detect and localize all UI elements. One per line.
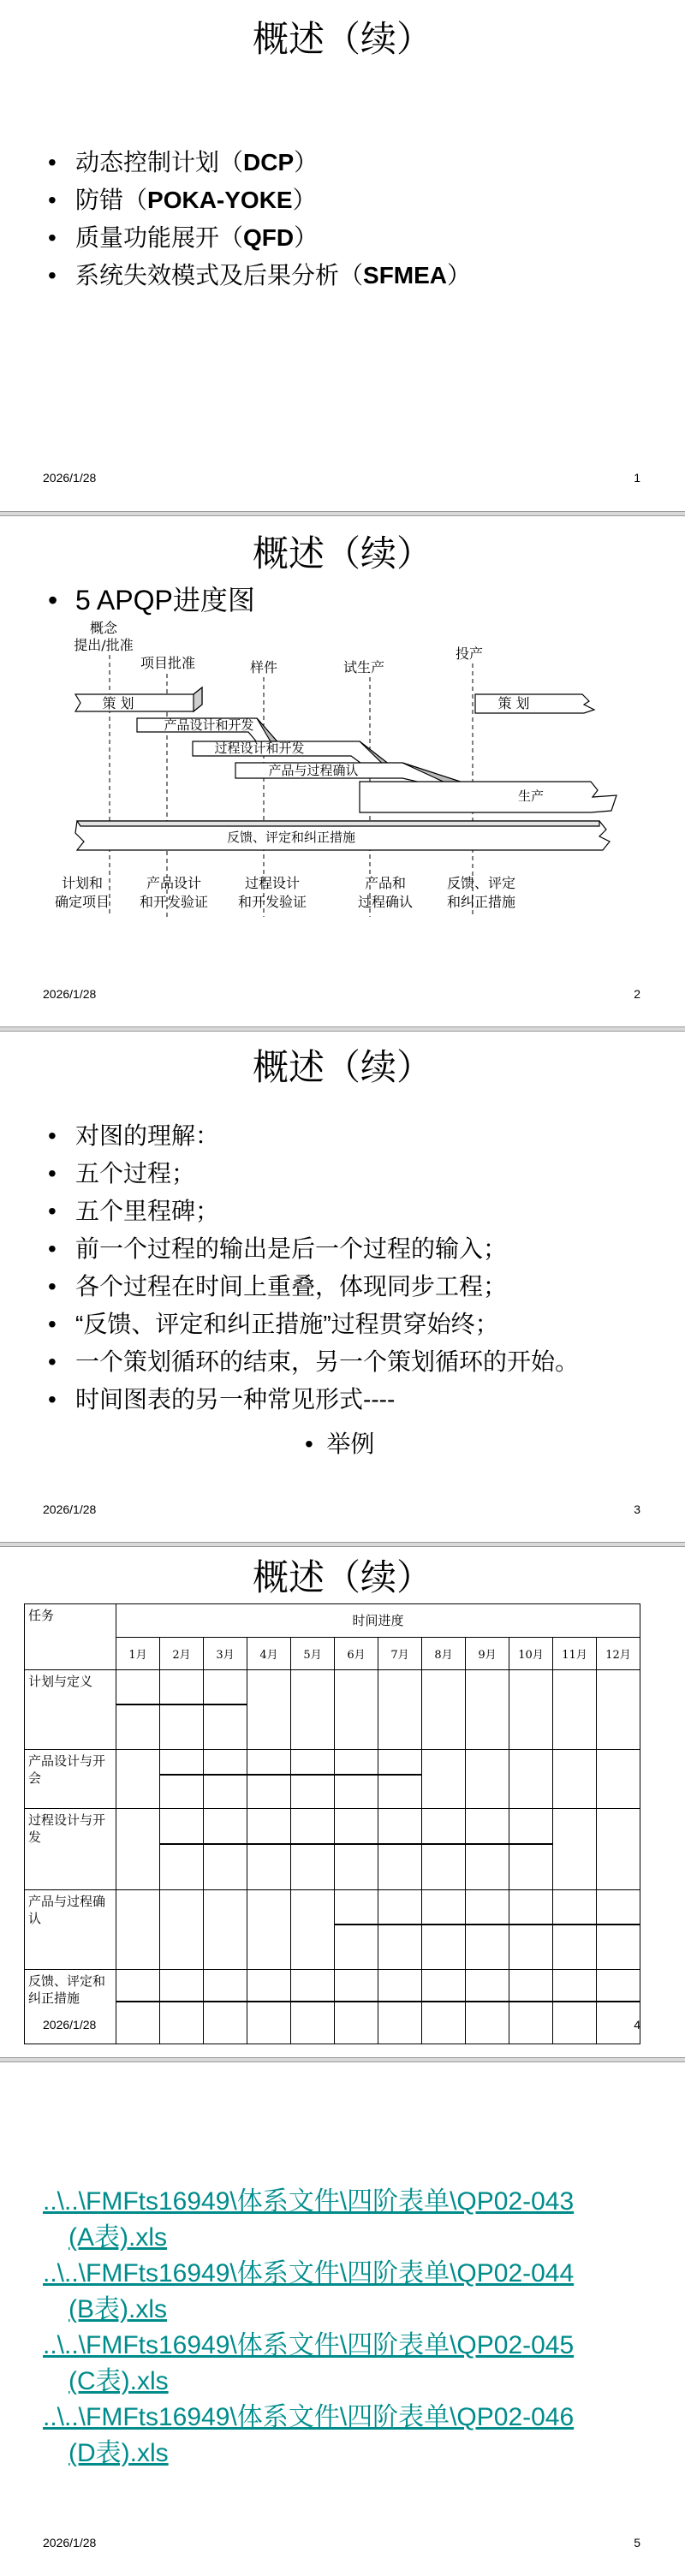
schedule-cell: [204, 1970, 247, 2044]
bullet-dot-icon: •: [48, 1348, 57, 1375]
schedule-bar: [466, 2001, 509, 2002]
bullet-item: • 各个过程在时间上重叠，体现同步工程；: [45, 1268, 579, 1306]
milestone-label: 概念: [89, 620, 118, 636]
slide-4: [0, 1546, 685, 2058]
schedule-bar: [553, 2001, 596, 2002]
month-header: 8月: [422, 1637, 466, 1670]
month-header: 12月: [597, 1637, 640, 1670]
schedule-cell: [466, 1809, 509, 1890]
milestone-label: 提出/批准: [74, 637, 134, 653]
schedule-bar: [553, 1924, 596, 1925]
schedule-bar: [422, 1924, 465, 1925]
apqp-diagram: [0, 617, 685, 977]
schedule-cell: [335, 1890, 378, 1970]
bullet-dot-icon: •: [48, 1311, 57, 1337]
bullet-item: • “反馈、评定和纠正措施”过程贯穿始终；: [45, 1306, 579, 1343]
schedule-cell: [291, 1809, 335, 1890]
slide-3: [0, 1031, 685, 1543]
schedule-bar: [422, 1843, 465, 1845]
phase-label: 和纠正措施: [446, 894, 516, 910]
schedule-bar: [160, 1843, 203, 1845]
month-header: 10月: [509, 1637, 553, 1670]
schedule-cell: [597, 1809, 640, 1890]
month-header: 5月: [291, 1637, 335, 1670]
schedule-bar: [160, 1774, 203, 1776]
schedule-cell: [116, 1750, 160, 1809]
footer-date: 2026/1/28: [43, 471, 97, 485]
schedule-cell: [335, 1670, 378, 1750]
month-header: 11月: [553, 1637, 597, 1670]
schedule-bar: [204, 1774, 247, 1776]
bullet-item: • 五个里程碑；: [45, 1193, 579, 1230]
schedule-cell: [378, 1750, 422, 1809]
schedule-bar: [378, 1843, 421, 1845]
slide-2: [0, 515, 685, 1027]
schedule-cell: [597, 1670, 640, 1750]
schedule-bar: [378, 1924, 421, 1925]
band-production: [360, 782, 616, 812]
bullet-item: • 对图的理解：: [45, 1117, 579, 1155]
schedule-cell: [335, 1809, 378, 1890]
slide-title: 概述（续）: [252, 1046, 432, 1088]
bullet-dot-icon: •: [48, 224, 57, 251]
schedule-cell: [553, 1890, 597, 1970]
month-header: 3月: [204, 1637, 247, 1670]
bullet-item: • 5 APQP进度图: [45, 581, 255, 619]
phase-label: 和开发验证: [139, 894, 209, 910]
schedule-cell: [466, 1670, 509, 1750]
schedule-bar: [247, 1843, 290, 1845]
schedule-cell: [553, 1970, 597, 2044]
schedule-cell: [553, 1809, 597, 1890]
file-link-list: [43, 2184, 676, 2472]
schedule-cell: [247, 1670, 291, 1750]
schedule-cell: [597, 1970, 640, 2044]
schedule-cell: [378, 1970, 422, 2044]
phase-label: 确定项目: [54, 894, 110, 910]
milestone-label: 投产: [455, 645, 484, 662]
schedule-cell: [422, 1970, 466, 2044]
band-label: 过程设计和开发: [214, 741, 305, 756]
bullet-dot-icon: •: [48, 585, 58, 616]
bullet-dot-icon: •: [48, 1160, 57, 1187]
task-name: 产品设计与开会: [25, 1750, 116, 1809]
schedule-bar: [509, 2001, 552, 2002]
task-row: [25, 1970, 640, 2044]
slide-title: 概述（续）: [252, 18, 432, 60]
phase-label: 反馈、评定: [446, 875, 516, 891]
bullet-item: • 防错（POKA-YOKE）: [45, 181, 471, 219]
sub-bullet: • 举例: [305, 1431, 375, 1457]
phase-label: 计划和: [61, 875, 104, 891]
task-header: 任务: [25, 1604, 116, 1670]
task-row: [25, 1670, 640, 1750]
bullet-dot-icon: •: [48, 149, 57, 176]
schedule-cell: [597, 1890, 640, 1970]
phase-label: 过程设计: [244, 875, 301, 891]
bullet-dot-icon: •: [48, 187, 57, 213]
phase-label: 过程确认: [357, 894, 414, 910]
bullet-dot-icon: •: [48, 1386, 57, 1413]
schedule-cell: [422, 1670, 466, 1750]
schedule-cell: [291, 1890, 335, 1970]
bullet-item: • 质量功能展开（QFD）: [45, 219, 471, 257]
slide-1: [0, 0, 685, 512]
phase-label: 和开发验证: [237, 894, 307, 910]
schedule-cell: [247, 1970, 291, 2044]
month-header: 7月: [378, 1637, 422, 1670]
schedule-cell: [422, 1890, 466, 1970]
schedule-cell: [204, 1750, 247, 1809]
schedule-cell: [335, 1750, 378, 1809]
schedule-cell: [553, 1670, 597, 1750]
schedule-bar: [160, 1704, 203, 1705]
bullet-item: • 五个过程；: [45, 1155, 579, 1193]
schedule-cell: [378, 1809, 422, 1890]
schedule-cell: [509, 1670, 553, 1750]
task-name: 产品与过程确认: [25, 1890, 116, 1970]
schedule-bar: [422, 2001, 465, 2002]
month-header: 2月: [160, 1637, 204, 1670]
schedule-cell: [160, 1750, 204, 1809]
schedule-bar: [291, 1774, 334, 1776]
band-label: 策 划: [497, 695, 530, 711]
milestone-label: 试生产: [342, 659, 385, 675]
footer-date: 2026/1/28: [43, 987, 97, 1001]
schedule-bar: [597, 2001, 640, 2002]
schedule-bar: [509, 1843, 552, 1845]
file-link[interactable]: ..\..\FMFts16949\体系文件\四阶表单\QP02-045 (C表).xls: [43, 2331, 575, 2395]
schedule-cell: [466, 1750, 509, 1809]
schedule-cell: [553, 1750, 597, 1809]
footer-date: 2026/1/28: [43, 2018, 97, 2032]
bullet-list: [45, 581, 255, 619]
schedule-bar: [335, 2001, 378, 2002]
schedule-bar: [116, 2001, 159, 2002]
slide-title: 概述（续）: [252, 532, 432, 574]
schedule-cell: [378, 1890, 422, 1970]
schedule-cell: [247, 1890, 291, 1970]
page-number: 3: [634, 1502, 640, 1516]
schedule-cell: [160, 1890, 204, 1970]
schedule-cell: [116, 1809, 160, 1890]
schedule-cell: [509, 1970, 553, 2044]
schedule-cell: [335, 1970, 378, 2044]
month-header: 4月: [247, 1637, 291, 1670]
page-number: 1: [634, 471, 640, 485]
schedule-cell: [509, 1890, 553, 1970]
schedule-cell: [160, 1970, 204, 2044]
band-planning-left: [75, 687, 202, 711]
schedule-cell: [597, 1750, 640, 1809]
slide-5: [0, 2061, 685, 2576]
schedule-cell: [204, 1890, 247, 1970]
task-name: 反馈、评定和纠正措施: [25, 1970, 116, 2044]
schedule-table: [24, 1603, 640, 2044]
band-label: 反馈、评定和纠正措施: [226, 830, 356, 845]
band-label: 产品设计和开发: [164, 717, 254, 733]
month-header: 9月: [466, 1637, 509, 1670]
schedule-bar: [160, 2001, 203, 2002]
schedule-cell: [422, 1750, 466, 1809]
schedule-bar: [291, 1843, 334, 1845]
schedule-cell: [160, 1809, 204, 1890]
phase-label: 产品设计: [146, 875, 202, 891]
schedule-cell: [291, 1670, 335, 1750]
month-header: 6月: [335, 1637, 378, 1670]
schedule-bar: [378, 1774, 421, 1776]
schedule-cell: [116, 1970, 160, 2044]
file-link[interactable]: ..\..\FMFts16949\体系文件\四阶表单\QP02-043 (A表).xls: [43, 2187, 575, 2252]
band-label: 策 划: [102, 695, 134, 711]
schedule-bar: [335, 1843, 378, 1845]
schedule-bar: [335, 1924, 378, 1925]
band-label: 生产: [517, 788, 545, 804]
schedule-bar: [204, 2001, 247, 2002]
bullet-dot-icon: •: [48, 1198, 57, 1224]
schedule-cell: [422, 1809, 466, 1890]
schedule-bar: [466, 1924, 509, 1925]
schedule-bar: [378, 2001, 421, 2002]
schedule-bar: [335, 1774, 378, 1776]
schedule-cell: [378, 1670, 422, 1750]
footer-date: 2026/1/28: [43, 2536, 97, 2549]
schedule-cell: [291, 1750, 335, 1809]
milestone-label: 样件: [249, 659, 278, 675]
page-number: 4: [634, 2018, 640, 2032]
schedule-bar: [466, 1843, 509, 1845]
band-label: 产品与过程确认: [268, 763, 359, 778]
bullet-list: [45, 1117, 579, 1419]
bullet-item: • 动态控制计划（DCP）: [45, 144, 471, 181]
bullet-item: • 一个策划循环的结束，另一个策划循环的开始。: [45, 1343, 579, 1381]
task-name: 计划与定义: [25, 1670, 116, 1750]
bullet-item: • 系统失效模式及后果分析（SFMEA）: [45, 257, 471, 294]
time-header: 时间进度: [116, 1604, 640, 1638]
schedule-cell: [247, 1809, 291, 1890]
file-link[interactable]: ..\..\FMFts16949\体系文件\四阶表单\QP02-044 (B表).xls: [43, 2259, 575, 2323]
task-row: [25, 1750, 640, 1809]
page-number: 5: [634, 2536, 640, 2549]
bullet-dot-icon: •: [48, 1235, 57, 1262]
bullet-dot-icon: •: [48, 1273, 57, 1300]
schedule-bar: [597, 1924, 640, 1925]
task-row: [25, 1809, 640, 1890]
schedule-bar: [247, 1774, 290, 1776]
task-row: [25, 1890, 640, 1970]
schedule-cell: [509, 1750, 553, 1809]
schedule-cell: [204, 1670, 247, 1750]
month-header: 1月: [116, 1637, 160, 1670]
schedule-bar: [204, 1843, 247, 1845]
bullet-item: • 前一个过程的输出是后一个过程的输入；: [45, 1230, 579, 1268]
bullet-list: [45, 144, 471, 294]
schedule-cell: [291, 1970, 335, 2044]
schedule-cell: [116, 1670, 160, 1750]
footer-date: 2026/1/28: [43, 1502, 97, 1516]
schedule-cell: [204, 1809, 247, 1890]
phase-label: 产品和: [364, 875, 407, 891]
schedule-cell: [509, 1809, 553, 1890]
milestone-label: 项目批准: [140, 655, 196, 671]
bullet-dot-icon: •: [305, 1431, 327, 1457]
slide-title: 概述（续）: [252, 1556, 432, 1598]
bullet-dot-icon: •: [48, 262, 57, 289]
schedule-cell: [247, 1750, 291, 1809]
schedule-cell: [466, 1890, 509, 1970]
schedule-bar: [291, 2001, 334, 2002]
schedule-bar: [204, 1704, 247, 1705]
schedule-bar: [509, 1924, 552, 1925]
bullet-dot-icon: •: [48, 1122, 57, 1149]
page-number: 2: [634, 987, 640, 1001]
schedule-cell: [466, 1970, 509, 2044]
band-planning-right: [475, 694, 594, 713]
bullet-item: • 时间图表的另一种常见形式----: [45, 1381, 579, 1419]
schedule-cell: [160, 1670, 204, 1750]
schedule-bar: [247, 2001, 290, 2002]
file-link[interactable]: ..\..\FMFts16949\体系文件\四阶表单\QP02-046 (D表).xls: [43, 2403, 575, 2467]
task-name: 过程设计与开发: [25, 1809, 116, 1890]
schedule-bar: [116, 1704, 159, 1705]
schedule-cell: [116, 1890, 160, 1970]
